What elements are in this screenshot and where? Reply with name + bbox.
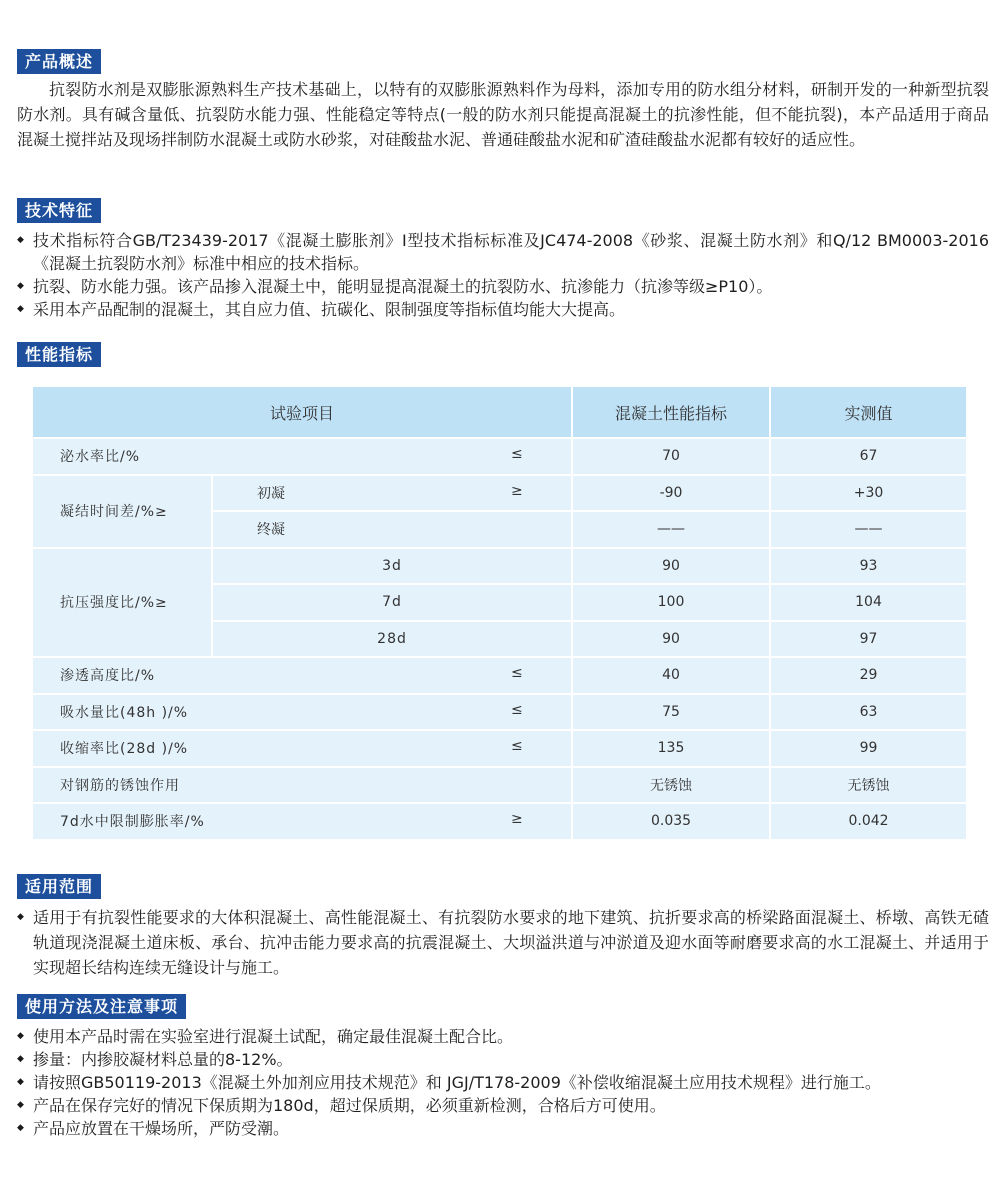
sub-label: 28d [213, 622, 573, 659]
list-item: ◆ 采用本产品配制的混凝土，其自应力值、抗碳化、限制强度等指标值均能大大提高。 [17, 298, 989, 321]
table-row [33, 731, 968, 768]
row-label: 对钢筋的锈蚀作用 [33, 768, 573, 805]
row-operator: ≤ [511, 446, 524, 463]
measured-value: 67 [771, 439, 968, 476]
list-item: ◆ 产品在保存完好的情况下保质期为180d，超过保质期，必须重新检测，合格后方可使用。 [17, 1094, 989, 1117]
measured-value: 0.042 [771, 804, 968, 841]
spec-value: —— [573, 512, 771, 549]
sub-label: 终凝 [213, 512, 573, 549]
row-label: 收缩率比(28d )/% [60, 741, 189, 758]
row-label: 7d水中限制膨胀率/% [60, 814, 205, 831]
spec-value: 135 [573, 731, 771, 768]
spec-value: 90 [573, 549, 771, 586]
sub-label: 初凝 [257, 485, 285, 502]
section-heading-scope: 适用范围 [17, 874, 101, 899]
row-operator: ≤ [511, 665, 524, 682]
measured-value: 93 [771, 549, 968, 586]
table-row [33, 439, 968, 476]
table-row [33, 804, 968, 841]
list-item: ◆ 技术指标符合GB/T23439-2017《混凝土膨胀剂》Ⅰ型技术指标标准及JC474-2008《砂浆、混凝土防水剂》和Q/12 BM0003-2016《混凝土抗裂防水剂》标准中相应的技术指标。 [17, 229, 989, 275]
table-row [33, 768, 968, 805]
section-heading-overview: 产品概述 [17, 49, 101, 74]
usage-list [17, 1025, 989, 1140]
measured-value: 104 [771, 585, 968, 622]
measured-value: 无锈蚀 [771, 768, 968, 805]
table-row [33, 695, 968, 732]
row-operator: ≤ [511, 701, 524, 718]
table-row [33, 549, 968, 586]
sub-label: 7d [213, 585, 573, 622]
tech-list [17, 229, 989, 321]
measured-value: +30 [771, 476, 968, 513]
scope-list [17, 905, 989, 980]
section-heading-performance: 性能指标 [17, 342, 101, 367]
measured-value: 29 [771, 658, 968, 695]
table-row [33, 658, 968, 695]
header-measured: 实测值 [771, 387, 968, 439]
row-label: 渗透高度比/% [60, 668, 156, 685]
performance-table [33, 387, 968, 841]
header-test-item: 试验项目 [33, 387, 573, 439]
spec-value: 70 [573, 439, 771, 476]
spec-value: 无锈蚀 [573, 768, 771, 805]
spec-value: 100 [573, 585, 771, 622]
spec-value: 90 [573, 622, 771, 659]
overview-paragraph: 抗裂防水剂是双膨胀源熟料生产技术基础上，以特有的双膨胀源熟料作为母料，添加专用的防水组分材料，研制开发的一种新型抗裂防水剂。具有碱含量低、抗裂防水能力强、性能稳定等特点(一般的防水剂只能提高混凝土的抗渗性能，但不能抗裂)，本产品适用于商品混凝土搅拌站及现场拌制防水混凝土或防水砂浆，对硅酸盐水泥、普通硅酸盐水泥和矿渣硅酸盐水泥都有较好的适应性。 [17, 80, 989, 149]
section-heading-usage: 使用方法及注意事项 [17, 994, 186, 1019]
measured-value: 63 [771, 695, 968, 732]
measured-value: 99 [771, 731, 968, 768]
spec-value: 40 [573, 658, 771, 695]
header-spec: 混凝土性能指标 [573, 387, 771, 439]
sub-label: 3d [213, 549, 573, 586]
list-item: ◆ 使用本产品时需在实验室进行混凝土试配，确定最佳混凝土配合比。 [17, 1025, 989, 1048]
list-item: ◆ 产品应放置在干燥场所，严防受潮。 [17, 1117, 989, 1140]
row-label: 抗压强度比/%≥ [33, 549, 213, 659]
row-operator: ≥ [511, 811, 524, 828]
row-operator: ≤ [511, 738, 524, 755]
measured-value: 97 [771, 622, 968, 659]
list-item: ◆ 抗裂、防水能力强。该产品掺入混凝土中，能明显提高混凝土的抗裂防水、抗渗能力（抗渗等级≥P10）。 [17, 275, 989, 298]
list-item: ◆ 掺量：内掺胶凝材料总量的8-12%。 [17, 1048, 989, 1071]
list-item: ◆ 请按照GB50119-2013《混凝土外加剂应用技术规范》和 JGJ/T178-2009《补偿收缩混凝土应用技术规程》进行施工。 [17, 1071, 989, 1094]
spec-value: -90 [573, 476, 771, 513]
row-label: 吸水量比(48h )/% [60, 704, 189, 721]
row-operator: ≥ [511, 482, 523, 499]
row-label: 泌水率比/% [60, 449, 141, 466]
row-label: 凝结时间差/%≥ [33, 476, 213, 549]
spec-value: 0.035 [573, 804, 771, 841]
measured-value: —— [771, 512, 968, 549]
spec-value: 75 [573, 695, 771, 732]
table-row [33, 476, 968, 513]
table-header-row [33, 387, 968, 439]
section-heading-tech: 技术特征 [17, 198, 101, 223]
list-item: ◆ 适用于有抗裂性能要求的大体积混凝土、高性能混凝土、有抗裂防水要求的地下建筑、抗折要求高的桥梁路面混凝土、桥墩、高铁无碴轨道现浇混凝土道床板、承台、抗冲击能力要求高的抗震混凝土、大坝溢洪道与冲淤道及迎水面等耐磨要求高的水工混凝土、并适用于实现超长结构连续无缝设计与施工。 [17, 905, 989, 980]
